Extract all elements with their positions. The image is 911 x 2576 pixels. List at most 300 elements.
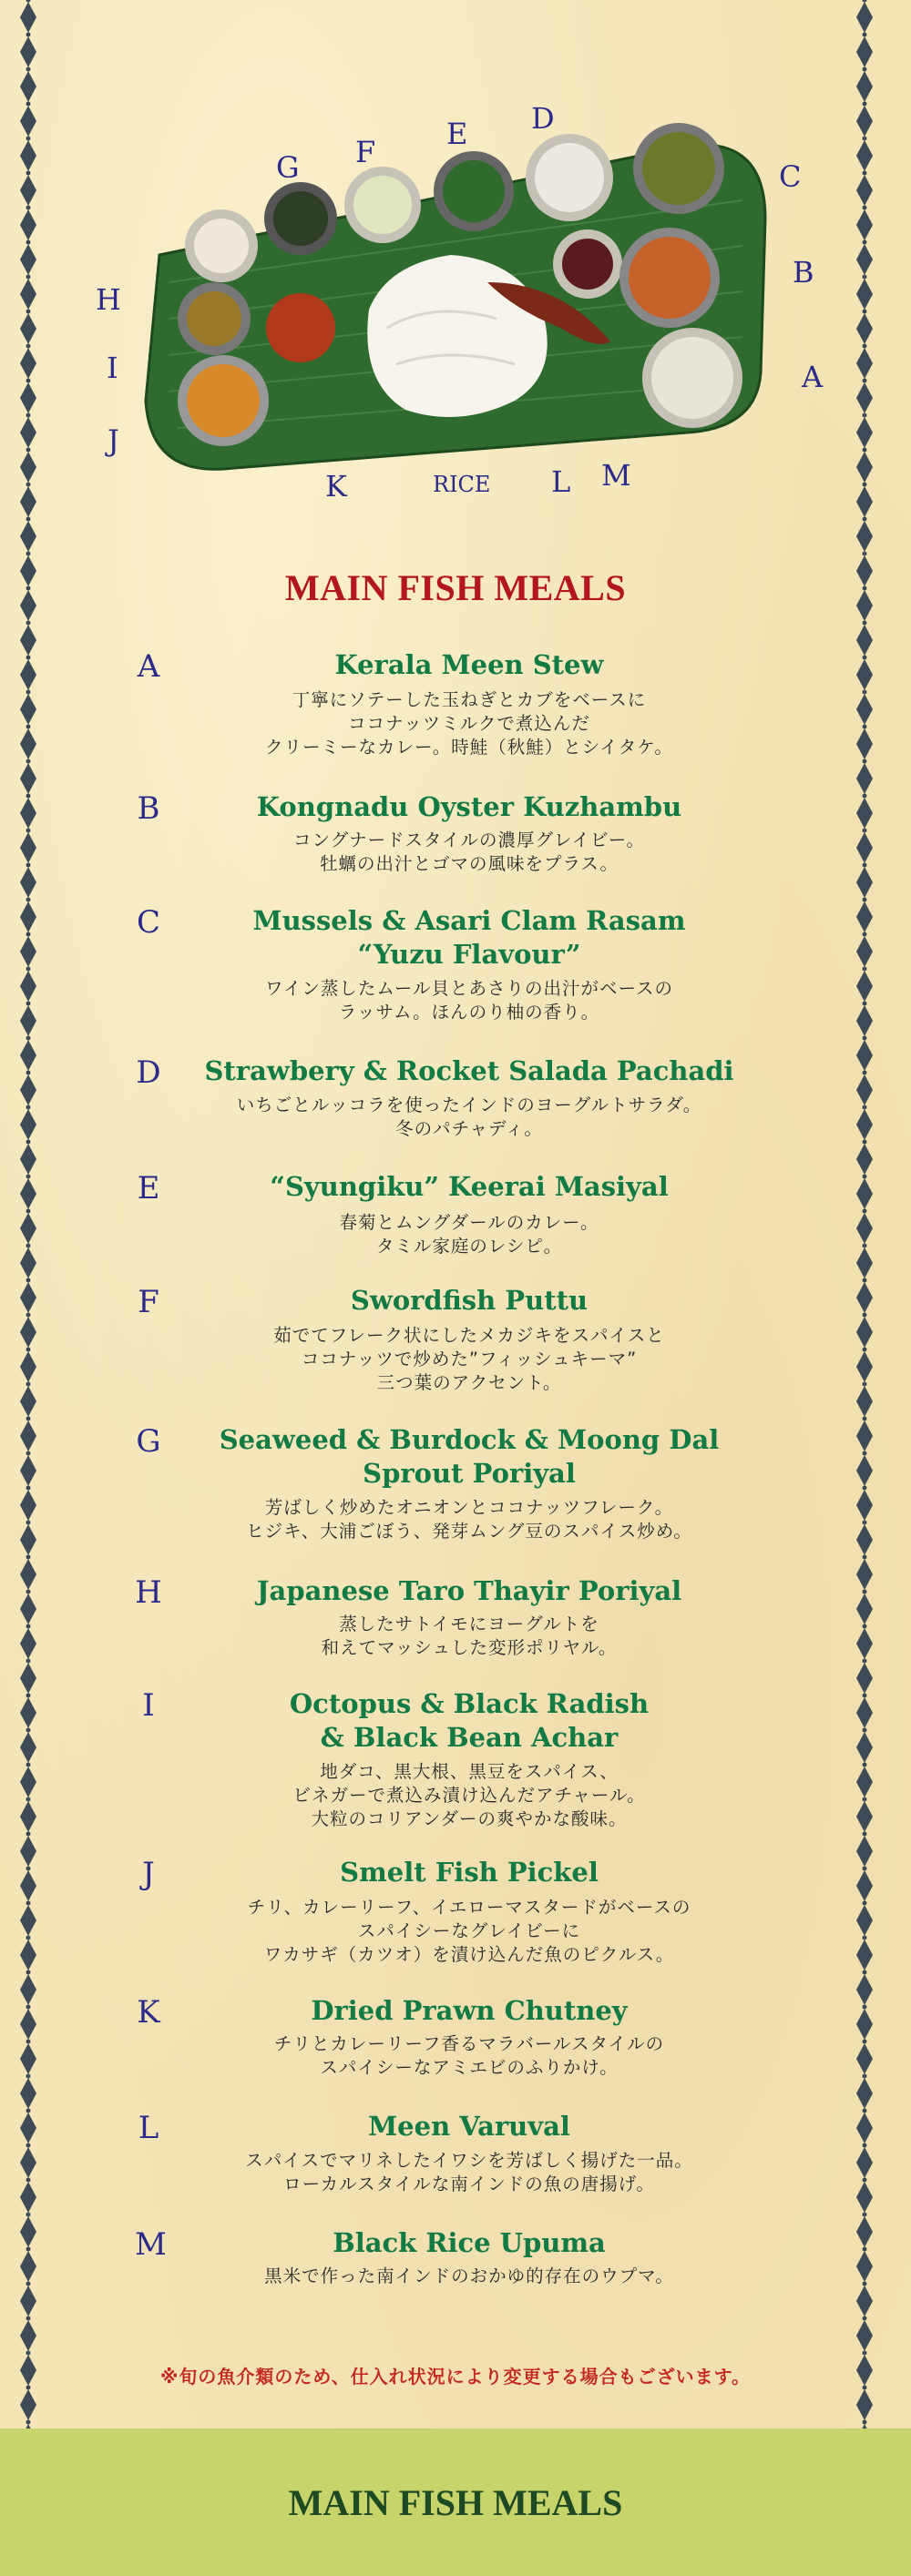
thali-label-k: K [325,469,347,504]
border-diamond [856,867,873,898]
border-diamond [856,452,873,483]
border-dot [26,1382,31,1387]
border-dot [863,1175,867,1179]
border-diamond [20,2251,36,2282]
border-dot [863,379,867,383]
border-diamond [856,1074,873,1105]
border-diamond [856,1282,873,1313]
border-diamond [20,901,36,932]
border-diamond [856,2286,873,2316]
border-diamond [856,1974,873,2005]
availability-notice: ※旬の魚介類のため、仕入れ状況により変更する場合もございます。 [159,2366,752,2388]
border-diamond [856,279,873,310]
border-diamond [856,1905,873,1936]
border-dot [863,2074,867,2079]
border-diamond [20,1801,36,1832]
border-dot [26,240,31,245]
border-pattern [849,0,880,2428]
border-diamond [856,1247,873,1278]
border-dot [863,1624,867,1629]
border-diamond [856,1628,873,1659]
item-description: 茹でてフレーク状にしたメカジキをスパイスと ココナッツで炒めた”フィッシュキーマ” 三つ葉のアクセント。 [273,1325,665,1393]
border-diamond [20,140,36,171]
item-description: 蒸したサトイモにヨーグルトを 和えてマッシュした変形ポリヤル。 [321,1614,618,1658]
border-dot [26,2420,31,2425]
border-diamond [20,106,36,137]
border-diamond [20,1144,36,1175]
border-dot [863,621,867,626]
border-dot [863,2282,867,2286]
border-diamond [856,798,873,829]
border-diamond [856,1697,873,1728]
border-diamond [856,1420,873,1451]
border-diamond [20,521,36,552]
thali-label-a: A [802,360,824,394]
border-diamond [856,1524,873,1555]
border-dot [26,137,31,141]
border-diamond [856,1559,873,1590]
border-diamond [856,659,873,690]
border-dot [863,2109,867,2113]
border-diamond [856,1801,873,1832]
border-diamond [856,2043,873,2074]
border-diamond [856,1351,873,1382]
border-diamond [856,521,873,552]
item-description: チリ、カレーリーフ、イエローマスタードがベースの スパイシーなグレイビーに ワカサギ（カツオ）を漬け込んだ魚のピクルス。 [247,1897,691,1965]
item-name: Kerala Meen Stew [334,649,604,680]
border-diamond [856,244,873,275]
border-dot [863,552,867,556]
border-dot [26,1348,31,1352]
item-letter: I [142,1687,155,1724]
border-dot [863,483,867,487]
border-diamond [856,901,873,932]
left-decorative-border [13,0,44,2428]
border-dot [26,2282,31,2286]
item-name: Smelt Fish Pickel [340,1857,599,1888]
border-diamond [20,2147,36,2178]
border-diamond [856,1144,873,1175]
border-dot [26,621,31,626]
thali-label-f: F [355,135,376,169]
border-dot [26,932,31,937]
border-dot [863,240,867,245]
border-dot [26,1105,31,1110]
border-diamond [856,106,873,137]
border-dot [26,829,31,833]
border-dot [863,517,867,522]
border-dot [863,2005,867,2010]
border-diamond [856,2182,873,2213]
item-description: ワイン蒸したムール貝とあさりの出汁がベースの ラッサム。ほんのり柚の香り。 [264,978,674,1023]
item-letter: C [136,904,160,941]
border-diamond [20,867,36,898]
item-letter: D [136,1054,161,1091]
border-diamond [20,1870,36,1901]
border-dot [26,1970,31,1975]
border-diamond [20,1905,36,1936]
border-diamond [856,763,873,794]
border-diamond [856,2320,873,2351]
right-decorative-border [849,0,880,2428]
border-dot [863,1140,867,1145]
border-dot [26,448,31,453]
border-dot [863,1763,867,1767]
border-diamond [856,625,873,656]
border-dot [26,1140,31,1145]
item-letter: K [137,1994,160,2031]
border-dot [863,898,867,902]
border-diamond [856,1490,873,1521]
border-diamond [20,279,36,310]
border-dot [863,1590,867,1594]
border-dot [26,2005,31,2010]
border-diamond [20,1836,36,1867]
border-diamond [20,1178,36,1209]
border-dot [26,1763,31,1767]
border-diamond [20,2182,36,2213]
section-title: MAIN FISH MEALS [284,567,627,608]
border-dot [26,1590,31,1594]
border-diamond [20,1697,36,1728]
item-letter: J [142,1856,155,1892]
border-dot [863,932,867,937]
border-dot [26,1728,31,1733]
border-dot [863,725,867,729]
border-dot [863,2351,867,2356]
border-dot [26,517,31,522]
border-dot [863,1797,867,1802]
thali-label-rice: RICE [433,472,491,497]
border-dot [863,1417,867,1421]
item-name: Seaweed & Burdock & Moong Dal Sprout Poriyal [219,1424,720,1489]
border-diamond [20,1317,36,1348]
border-dot [863,275,867,280]
border-diamond [856,313,873,344]
border-dot [26,2074,31,2079]
item-name: Meen Varuval [368,2111,570,2142]
border-dot [26,206,31,210]
border-dot [863,344,867,349]
border-dot [863,2247,867,2252]
border-diamond [856,2113,873,2143]
border-dot [26,0,31,3]
border-diamond [20,1663,36,1694]
border-dot [26,1624,31,1629]
thali-label-i: I [107,351,118,385]
border-diamond [20,1490,36,1521]
border-diamond [856,1213,873,1244]
border-dot [863,1244,867,1248]
item-description: 地ダコ、黒大根、黒豆をスパイス、 ビネガーで煮込み漬け込んだアチャール。 大粒のコリアンダーの爽やかな酸味。 [292,1761,646,1829]
border-dot [863,2178,867,2183]
border-diamond [20,1282,36,1313]
border-dot [26,1313,31,1318]
border-diamond [856,1767,873,1797]
item-description: スパイスでマリネしたイワシを芳ばしく揚げた一品。 ローカルスタイルな南インドの魚の唐揚げ。 [245,2150,693,2194]
border-dot [26,759,31,764]
border-diamond [856,1870,873,1901]
border-diamond [20,2009,36,2040]
footer-title: MAIN FISH MEALS [288,2482,623,2523]
border-dot [863,67,867,72]
border-diamond [856,1836,873,1867]
border-diamond [20,1455,36,1486]
thali-label-c: C [779,159,802,194]
border-dot [863,413,867,418]
border-dot [863,448,867,453]
border-dot [26,379,31,383]
border-diamond [20,1974,36,2005]
item-name: “Syungiku” Keerai Masiyal [270,1171,669,1202]
thali-label-b: B [793,255,814,290]
border-dot [863,2213,867,2217]
border-dot [863,1278,867,1283]
border-diamond [20,2320,36,2351]
border-diamond [856,1455,873,1486]
border-dot [26,1002,31,1006]
border-dot [863,2420,867,2425]
border-dot [26,413,31,418]
border-diamond [20,36,36,67]
border-diamond [20,1559,36,1590]
banana-leaf-plate-image [87,100,779,501]
border-dot [26,1555,31,1560]
item-letter: L [138,2110,159,2146]
border-dot [863,690,867,695]
thali-label-m: M [601,458,631,493]
border-dot [863,829,867,833]
border-diamond [20,832,36,863]
border-dot [26,1521,31,1525]
border-dot [26,1659,31,1664]
border-dot [863,656,867,660]
item-description: コングナードスタイルの濃厚グレイビー。 牡蠣の出汁とゴマの風味をプラス。 [293,830,645,874]
item-description: チリとカレーリーフ香るマラバールスタイルの スパイシーなアミエビのふりかけ。 [273,2033,665,2078]
border-dot [863,310,867,314]
border-diamond [856,1109,873,1140]
item-description: 丁寧にソテーした玉ねぎとカブをベースに ココナッツミルクで煮込んだ クリーミーなカレー。時鮭（秋鮭）とシイタケ。 [265,689,673,758]
border-dot [26,1209,31,1214]
border-dot [863,1659,867,1664]
border-dot [26,1867,31,1871]
item-description: 黒米で作った南インドのおかゆ的存在のウプマ。 [264,2265,674,2286]
border-dot [863,794,867,799]
border-dot [26,67,31,72]
item-name: Japanese Taro Thayir Poriyal [256,1575,682,1606]
item-letter: M [135,2226,167,2263]
thali-label-h: H [96,282,121,317]
border-dot [26,1901,31,1906]
border-dot [26,2247,31,2252]
item-name: Swordfish Puttu [350,1285,589,1316]
border-diamond [20,71,36,102]
border-diamond [856,728,873,759]
border-diamond [856,175,873,206]
border-dot [26,656,31,660]
border-diamond [20,1420,36,1451]
border-dot [26,1278,31,1283]
thali-label-g: G [276,150,300,185]
item-name: Kongnadu Oyster Kuzhambu [256,791,682,822]
border-diamond [20,798,36,829]
border-diamond [856,1940,873,1970]
border-dot [26,1071,31,1075]
border-dot [863,33,867,37]
border-diamond [20,659,36,690]
border-dot [863,2143,867,2148]
item-letter: E [137,1170,160,1207]
border-diamond [20,1524,36,1555]
border-dot [26,2143,31,2148]
border-diamond [20,2286,36,2316]
border-dot [863,2316,867,2321]
border-dot [863,1313,867,1318]
border-diamond [856,348,873,379]
border-dot [26,1175,31,1179]
border-diamond [856,1593,873,1624]
border-diamond [856,1663,873,1694]
border-dot [26,794,31,799]
border-diamond [20,209,36,240]
border-diamond [856,936,873,967]
border-diamond [20,1732,36,1763]
border-diamond [856,2009,873,2040]
border-dot [26,2109,31,2113]
item-letter: G [136,1423,161,1460]
border-dot [863,1832,867,1837]
border-diamond [20,728,36,759]
border-diamond [856,971,873,1002]
border-diamond [20,971,36,1002]
border-diamond [20,486,36,517]
border-diamond [856,694,873,725]
item-name: Mussels & Asari Clam Rasam “Yuzu Flavour” [252,905,686,970]
border-diamond [856,2251,873,2282]
border-dot [26,1936,31,1940]
border-dot [26,1417,31,1421]
border-diamond [856,2147,873,2178]
border-dot [863,102,867,107]
border-diamond [20,1109,36,1140]
border-diamond [20,313,36,344]
border-diamond [20,1767,36,1797]
border-dot [26,725,31,729]
border-dot [863,967,867,972]
border-dot [26,310,31,314]
border-dot [26,483,31,487]
border-diamond [856,1317,873,1348]
border-dot [863,1036,867,1041]
border-diamond [20,1628,36,1659]
border-dot [26,1244,31,1248]
border-diamond [856,417,873,448]
border-diamond [856,71,873,102]
border-diamond [20,2,36,33]
border-dot [26,275,31,280]
border-dot [863,171,867,176]
border-dot [863,1486,867,1491]
border-diamond [20,1040,36,1071]
border-diamond [856,382,873,413]
item-letter: B [137,790,160,827]
border-dot [26,1036,31,1041]
border-dot [26,967,31,972]
border-dot [26,33,31,37]
border-diamond [20,1386,36,1417]
border-dot [863,1728,867,1733]
border-dot [863,1348,867,1352]
item-description: 春菊とムングダールのカレー。 タミル家庭のレシピ。 [339,1212,599,1257]
border-diamond [856,1732,873,1763]
border-dot [863,1002,867,1006]
border-dot [26,1486,31,1491]
border-diamond [20,348,36,379]
footer-band [0,2428,911,2576]
border-dot [863,206,867,210]
border-dot [26,690,31,695]
item-description: 芳ばしく炒めたオニオンとココナッツフレーク。 ヒジキ、大浦ごぼう、発芽ムング豆のスパイス炒め。 [246,1497,692,1542]
border-dot [26,171,31,176]
border-dot [863,1555,867,1560]
thali-illustration [87,100,824,504]
border-dot [26,552,31,556]
item-name: Dried Prawn Chutney [311,1995,628,2026]
border-diamond [20,244,36,275]
border-diamond [856,2078,873,2109]
border-diamond [856,36,873,67]
border-diamond [856,1005,873,1036]
border-diamond [20,1247,36,1278]
border-dot [26,2213,31,2217]
border-diamond [20,2043,36,2074]
border-dot [26,1832,31,1837]
border-diamond [856,140,873,171]
item-letter: A [137,648,160,685]
border-dot [863,1694,867,1698]
border-diamond [20,936,36,967]
border-diamond [20,1005,36,1036]
border-diamond [20,2078,36,2109]
border-diamond [20,694,36,725]
border-diamond [20,1213,36,1244]
border-diamond [856,2216,873,2247]
item-letter: F [138,1284,159,1320]
border-diamond [20,625,36,656]
border-dot [26,102,31,107]
border-diamond [856,209,873,240]
border-dot [863,1970,867,1975]
border-diamond [856,486,873,517]
border-dot [863,0,867,3]
border-dot [863,1936,867,1940]
border-dot [26,2351,31,2356]
border-dot [863,1901,867,1906]
border-dot [863,1867,867,1871]
thali-label-e: E [446,117,468,151]
border-dot [863,1209,867,1214]
border-dot [863,137,867,141]
border-dot [863,863,867,868]
border-diamond [20,1074,36,1105]
border-diamond [20,1351,36,1382]
border-dot [26,898,31,902]
border-diamond [856,2389,873,2420]
thali-label-d: D [531,101,555,136]
border-dot [26,344,31,349]
thali-label-j: J [107,423,119,458]
item-name: Black Rice Upuma [333,2227,606,2258]
